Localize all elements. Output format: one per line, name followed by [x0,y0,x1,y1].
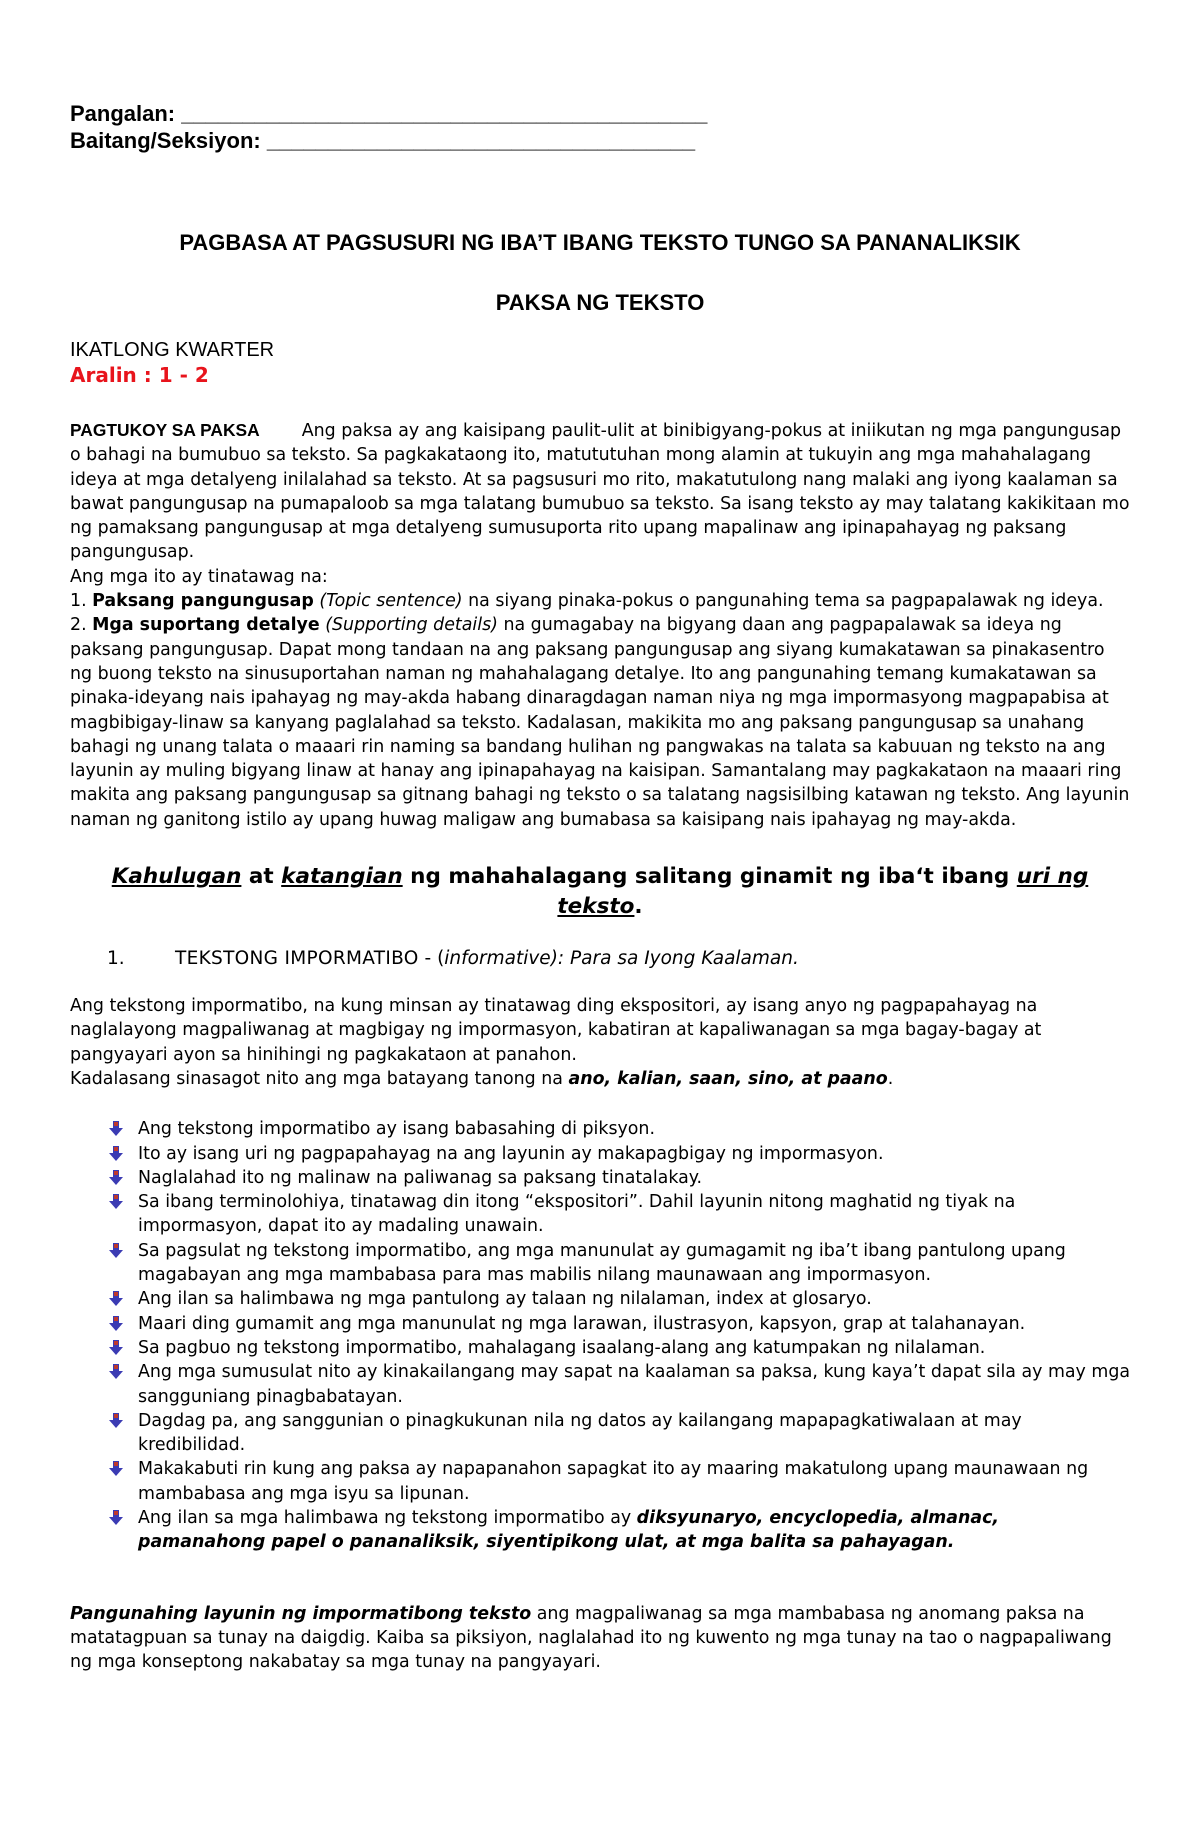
heading-word: ng mahahalagang salitang ginamit ng iba‘t ibang [402,864,1017,890]
document-subtitle: PAKSA NG TEKSTO [495,290,705,315]
closing-lead: Pangunahing layunin ng impormatibong teksto [70,1603,532,1624]
questions-intro: Kadalasang sinasagot nito ang mga batayang tanong na [70,1068,569,1089]
name-blank-line[interactable]: ___________________________________________ [181,101,708,126]
list-item-text: Ang mga sumusulat nito ay kinakailangang may sapat na kaalaman sa paksa, kung kaya’t dapat sila ay may mga sangguniang pinagbabatayan. [138,1362,1131,1407]
list-item [138,1506,1130,1555]
heading-word: uri ng teksto [557,864,1089,920]
section-field[interactable] [70,127,1130,154]
list-item [138,1239,1130,1288]
arrow-down-icon [108,1243,124,1259]
arrow-down-icon [108,1194,124,1210]
list-item-text: Ang tekstong impormatibo ay isang babasahing di piksyon. [138,1119,655,1140]
document-title: PAGBASA AT PAGSUSURI NG IBA’T IBANG TEKSTO TUNGO SA PANANALIKSIK [179,230,1021,255]
list-item [138,1117,1130,1141]
item-term: Paksang pangungusap [92,591,314,612]
feature-list [70,1117,1130,1554]
item-text: na siyang pinaka-pokus o pangunahing tema sa pagpapalawak ng ideya. [462,591,1104,612]
item-english: (Topic sentence) [319,591,463,612]
closing-paragraph [70,1602,1130,1675]
list-item-text: Sa pagbuo ng tekstong impormatibo, mahalagang isaalang-alang ang katumpakan ng nilalaman. [138,1337,986,1358]
arrow-down-icon [108,1121,124,1137]
text-type-dash: - ( [418,948,445,970]
name-field[interactable] [70,100,1130,127]
list-item [138,1457,1130,1506]
text-type-number: 1. [107,948,125,970]
list-item-text: Ito ay isang uri ng pagpapahayag na ang layunin ay makapagbigay ng impormasyon. [138,1143,884,1164]
section-blank-line[interactable]: ___________________________________ [266,128,696,153]
list-item [138,1409,1130,1458]
topic-paragraph [70,418,1130,565]
name-label: Pangalan: [70,101,182,126]
arrow-down-icon [108,1461,124,1477]
item-number: 1. [70,591,93,612]
text-type-name: TEKSTONG IMPORMATIBO [175,948,419,970]
list-item [138,1190,1130,1239]
arrow-down-icon [108,1364,124,1380]
quarter-label: IKATLONG KWARTER [70,339,275,361]
list-item-text: Sa ibang terminolohiya, tinatawag din itong “ekspositori”. Dahil layunin nitong maghatid ng tiyak na impormasyon, dapat ito ay madaling unawain. [138,1192,1016,1237]
topic-item-1 [70,589,1130,613]
list-item [138,1360,1130,1409]
definition-paragraph: Ang tekstong impormatibo, na kung minsan ay tinatawag ding ekspositori, ay isang anyo ng pagpapahayag na naglalayong magpaliwanag at magbigay ng impormasyon, kabatiran at kapaliwanagan sa mga bagay-bagay at pangyayari ayon sa hinihingi ng pagkakataon at panahon. [70,996,1042,1065]
section-heading [70,862,1130,922]
item-english: (Supporting details) [325,615,498,636]
list-item-text: Ang ilan sa halimbawa ng mga pantulong ay talaan ng nilalaman, index at glosaryo. [138,1289,872,1310]
questions-line [70,1067,1130,1091]
heading-word: katangian [281,864,403,890]
arrow-down-icon [108,1510,124,1526]
list-item [138,1142,1130,1166]
heading-word: at [241,864,282,890]
list-item [138,1287,1130,1311]
heading-word: . [634,894,643,920]
list-intro: Ang mga ito ay tinatawag na: [70,566,328,587]
list-item-text: Ang ilan sa mga halimbawa ng tekstong impormatibo ay [138,1507,637,1528]
list-item-text: Maari ding gumamit ang mga manunulat ng mga larawan, ilustrasyon, kapsyon, grap at talahanayan. [138,1313,1026,1334]
list-item [138,1312,1130,1336]
item-term: Mga suportang detalye [92,615,320,636]
arrow-down-icon [108,1291,124,1307]
questions-end: . [887,1068,894,1089]
list-item [138,1336,1130,1360]
topic-heading: PAGTUKOY SA PAKSA [70,420,260,440]
text-type-purpose: ): Para sa Iyong Kaalaman. [550,948,799,970]
list-item-text: Naglalahad ito ng malinaw na paliwanag sa paksang tinatalakay. [138,1167,703,1188]
list-item-text: Sa pagsulat ng tekstong impormatibo, ang mga manunulat ay gumagamit ng iba’t ibang pantulong upang magabayan ang mga mambabasa para mas mabilis nilang maunawaan ang impormasyon. [138,1240,1066,1286]
arrow-down-icon [108,1316,124,1332]
arrow-down-icon [108,1146,124,1162]
item-number: 2. [70,615,93,636]
arrow-down-icon [108,1413,124,1429]
item-text: na gumagabay na bigyang daan ang pagpapalawak sa ideya ng paksang pangungusap. Dapat mong tandaan na ang paksang pangungusap ang siyang kumakatawan sa pinakasentro ng buong teksto na sinusuportahan naman ng mahahalagang detalye. Ito ang pangunahing temang kumakatawan sa pinaka-ideyang nais ipahayag ng may-akda habang dinaragdagan naman niya ng mga impormasyong magpapabisa at magbibigay-linaw sa kanyang paglalahad sa teksto. Kadalasan, makikita mo ang paksang pangungusap sa unahang bahagi ng unang talata o maaari rin naming sa bandang hulihan ng pangwakas na talata sa kabuuan ng teksto na ang layunin ay muling bigyang linaw at hanay ang ipinapahayag na kaisipan. Samantalang may pagkakataon na maaari ring makita ang paksang pangungusap sa gitnang bahagi ng teksto o sa talatang nagsisilbing katawan ng teksto. Ang layunin naman ng ganitong istilo ay upang huwag maligaw ang bumabasa sa kaisipang nais ipahayag ng may-akda. [70,615,1130,830]
arrow-down-icon [108,1340,124,1356]
list-item-text: Makakabuti rin kung ang paksa ay napapanahon sapagkat ito ay maaring makatulong upang maunawaan ng mambabasa ang mga isyu sa lipunan. [138,1459,1089,1504]
examples-list: diksyunaryo, encyclopedia, almanac, pamanahong papel o pananaliksik, siyentipikong ulat, at mga balita sa pahayagan. [138,1507,1000,1553]
lesson-label: Aralin : 1 - 2 [70,363,209,387]
section-label: Baitang/Seksiyon: [70,128,267,153]
topic-text: Ang paksa ay ang kaisipang paulit-ulit at binibigyang-pokus at iniikutan ng mga pangungusap o bahagi na bumubuo sa teksto. Sa pagkakataong ito, matututuhan mong alamin at tukuyin ang mga mahahalagang ideya at mga detalyeng inilalahad sa teksto. At sa pagsusuri mo rito, makatutulong nang malaki ang iyong kaalaman sa bawat pangungusap na pumapaloob sa mga talatang bumubuo sa teksto. Sa isang teksto ay may talatang kakikitaan mo ng pamaksang pangungusap at mga detalyeng sumusuporta rito upang mapalinaw ang ipinapahayag ng paksang pangungusap. [70,421,1130,563]
topic-item-2 [70,613,1130,832]
text-type-heading [70,946,1130,972]
arrow-down-icon [108,1170,124,1186]
questions-list: ano, kalian, saan, sino, at paano [568,1068,888,1089]
list-item [138,1166,1130,1190]
heading-word: Kahulugan [111,864,242,890]
text-type-english: informative [444,948,551,970]
closing-text: ang magpaliwanag sa mga mambabasa ng anomang paksa na matatagpuan sa tunay na daigdig. Kaiba sa piksiyon, naglalahad ito ng kuwento ng mga tunay na tao o nagpapaliwang ng mga konseptong nakabatay sa mga tunay na pangyayari. [70,1603,1112,1673]
list-item-text: Dagdag pa, ang sanggunian o pinagkukunan nila ng datos ay kailangang mapapagkatiwalaan at may kredibilidad. [138,1410,1022,1456]
